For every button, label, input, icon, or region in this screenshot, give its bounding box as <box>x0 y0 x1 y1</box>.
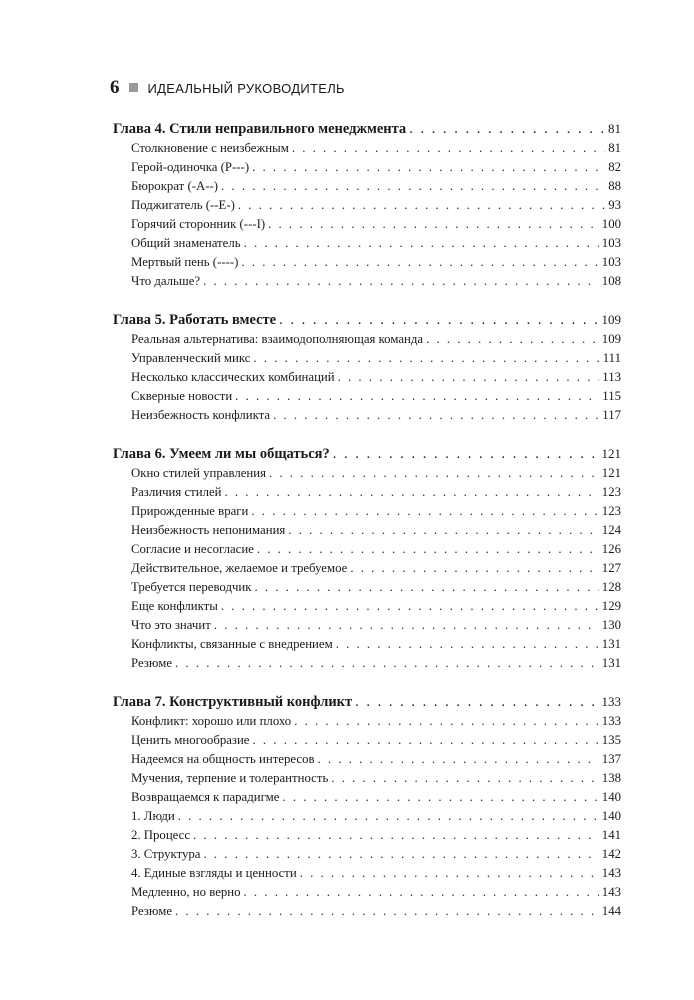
dot-leader <box>333 446 599 463</box>
entry-title: 3. Структура <box>131 847 201 861</box>
toc-entry[interactable] <box>113 866 621 885</box>
entry-title: Окно стилей управления <box>131 466 266 480</box>
toc-entry[interactable] <box>113 370 621 389</box>
toc-entry[interactable] <box>113 733 621 752</box>
entry-title: Поджигатель (--E-) <box>131 198 235 212</box>
chapter-page-number: 81 <box>608 121 621 136</box>
dot-leader <box>221 179 605 194</box>
chapter-page-number: 133 <box>601 694 621 709</box>
dot-leader <box>282 790 598 805</box>
toc-entry[interactable] <box>113 504 621 523</box>
entry-title: Резюме <box>131 656 173 670</box>
dot-leader <box>331 771 599 786</box>
entry-page-number: 121 <box>601 466 621 480</box>
dot-leader <box>336 637 599 652</box>
dot-leader <box>355 694 598 711</box>
entry-title: Различия стилей <box>131 485 222 499</box>
dot-leader <box>214 618 599 633</box>
dot-leader <box>288 523 598 538</box>
dot-leader <box>268 217 599 232</box>
entry-title: Мучения, терпение и толерантность <box>131 771 329 785</box>
dot-leader <box>294 714 599 729</box>
dot-leader <box>178 809 599 824</box>
toc-entry[interactable] <box>113 885 621 904</box>
entry-page-number: 144 <box>601 904 621 918</box>
chapter-block <box>113 312 621 427</box>
dot-leader <box>292 141 605 156</box>
toc-entry[interactable] <box>113 160 621 179</box>
entry-page-number: 138 <box>601 771 621 785</box>
entry-title: Что дальше? <box>131 274 201 288</box>
dot-leader <box>350 561 598 576</box>
entry-page-number: 117 <box>602 408 621 422</box>
entry-title: Прирожденные враги <box>131 504 249 518</box>
dot-leader <box>409 121 605 138</box>
entry-page-number: 93 <box>608 198 621 212</box>
entry-page-number: 141 <box>601 828 621 842</box>
chapter-title: Глава 4. Стили неправильного менеджмента <box>113 121 407 137</box>
entry-title: Герой-одиночка (P---) <box>131 160 250 174</box>
entry-page-number: 143 <box>601 885 621 899</box>
toc-entry[interactable] <box>113 255 621 274</box>
dot-leader <box>254 580 598 595</box>
toc-entry[interactable] <box>113 637 621 656</box>
entry-page-number: 130 <box>601 618 621 632</box>
dot-leader <box>257 542 599 557</box>
dot-leader <box>225 485 599 500</box>
toc-entry[interactable] <box>113 904 621 923</box>
toc-entry[interactable] <box>113 485 621 504</box>
entry-page-number: 133 <box>601 714 621 728</box>
entry-page-number: 124 <box>601 523 621 537</box>
entry-title: Возвращаемся к парадигме <box>131 790 280 804</box>
entry-page-number: 109 <box>601 332 621 346</box>
entry-title: Надеемся на общность интересов <box>131 752 315 766</box>
dot-leader <box>253 733 599 748</box>
entry-page-number: 143 <box>601 866 621 880</box>
entry-title: Бюрократ (-A--) <box>131 179 219 193</box>
running-head <box>110 77 345 99</box>
entry-title: 2. Процесс <box>131 828 191 842</box>
dot-leader <box>238 198 605 213</box>
dot-leader <box>300 866 599 881</box>
entry-title: Неизбежность непонимания <box>131 523 286 537</box>
entry-page-number: 103 <box>601 236 621 250</box>
chapter-title: Глава 5. Работать вместе <box>113 312 277 328</box>
entry-title: Неизбежность конфликта <box>131 408 271 422</box>
dot-leader <box>273 408 599 423</box>
entry-title: Действительное, желаемое и требуемое <box>131 561 348 575</box>
dot-leader <box>175 904 599 919</box>
toc-entry[interactable] <box>113 274 621 293</box>
entry-title: Скверные новости <box>131 389 233 403</box>
dot-leader <box>175 656 599 671</box>
chapter-heading[interactable] <box>113 121 621 141</box>
dot-leader <box>338 370 600 385</box>
toc-entry[interactable] <box>113 809 621 828</box>
square-bullet-icon <box>129 83 138 92</box>
entry-page-number: 113 <box>602 370 621 384</box>
entry-page-number: 88 <box>608 179 621 193</box>
entry-title: Реальная альтернатива: взаимодополняющая команда <box>131 332 424 346</box>
toc-entry[interactable] <box>113 351 621 370</box>
toc-entry[interactable] <box>113 408 621 427</box>
entry-title: Горячий сторонник (---I) <box>131 217 266 231</box>
toc-entry[interactable] <box>113 771 621 790</box>
toc-entry[interactable] <box>113 790 621 809</box>
entry-title: Еще конфликты <box>131 599 218 613</box>
dot-leader <box>203 274 599 289</box>
toc-entry[interactable] <box>113 752 621 771</box>
toc-entry[interactable] <box>113 332 621 351</box>
toc-entry[interactable] <box>113 618 621 637</box>
entry-page-number: 123 <box>601 504 621 518</box>
toc-entry[interactable] <box>113 580 621 599</box>
toc-entry[interactable] <box>113 389 621 408</box>
toc-entry[interactable] <box>113 847 621 866</box>
entry-title: Конфликты, связанные с внедрением <box>131 637 333 651</box>
toc-entry[interactable] <box>113 542 621 561</box>
entry-title: 1. Люди <box>131 809 175 823</box>
entry-page-number: 82 <box>608 160 621 174</box>
chapter-block <box>113 121 621 293</box>
toc-entry[interactable] <box>113 656 621 675</box>
dot-leader <box>235 389 599 404</box>
toc-entry[interactable] <box>113 828 621 847</box>
dot-leader <box>244 885 599 900</box>
entry-page-number: 129 <box>601 599 621 613</box>
dot-leader <box>204 847 599 862</box>
entry-page-number: 142 <box>601 847 621 861</box>
dot-leader <box>426 332 599 347</box>
entry-title: Что это значит <box>131 618 211 632</box>
dot-leader <box>318 752 599 767</box>
entry-title: Общий знаменатель <box>131 236 241 250</box>
entry-page-number: 111 <box>602 351 621 365</box>
chapter-block <box>113 446 621 675</box>
entry-title: Ценить многообразие <box>131 733 250 747</box>
entry-title: Резюме <box>131 904 173 918</box>
entry-page-number: 128 <box>601 580 621 594</box>
toc-entry[interactable] <box>113 141 621 160</box>
entry-page-number: 81 <box>608 141 621 155</box>
entry-page-number: 131 <box>601 637 621 651</box>
entry-page-number: 100 <box>601 217 621 231</box>
chapter-page-number: 121 <box>601 446 621 461</box>
toc-entry[interactable] <box>113 236 621 255</box>
toc-entry[interactable] <box>113 217 621 236</box>
entry-page-number: 135 <box>601 733 621 747</box>
toc-entry[interactable] <box>113 179 621 198</box>
dot-leader <box>251 504 598 519</box>
entry-title: 4. Единые взгляды и ценности <box>131 866 297 880</box>
table-of-contents <box>113 121 621 942</box>
chapter-block <box>113 694 621 923</box>
entry-title: Согласие и несогласие <box>131 542 254 556</box>
dot-leader <box>252 160 605 175</box>
entry-page-number: 140 <box>601 809 621 823</box>
chapter-title: Глава 6. Умеем ли мы общаться? <box>113 446 330 462</box>
dot-leader <box>279 312 598 329</box>
entry-title: Столкновение с неизбежным <box>131 141 289 155</box>
entry-title: Медленно, но верно <box>131 885 241 899</box>
chapter-heading[interactable] <box>113 694 621 714</box>
toc-entry[interactable] <box>113 198 621 217</box>
entry-title: Несколько классических комбинаций <box>131 370 335 384</box>
chapter-heading[interactable] <box>113 446 621 466</box>
chapter-page-number: 109 <box>601 312 621 327</box>
toc-entry[interactable] <box>113 714 621 733</box>
entry-title: Управленческий микс <box>131 351 251 365</box>
toc-entry[interactable] <box>113 466 621 485</box>
entry-page-number: 108 <box>601 274 621 288</box>
entry-page-number: 126 <box>601 542 621 556</box>
chapter-heading[interactable] <box>113 312 621 332</box>
entry-title: Требуется переводчик <box>131 580 252 594</box>
dot-leader <box>221 599 599 614</box>
book-title: ИДЕАЛЬНЫЙ РУКОВОДИТЕЛЬ <box>147 81 345 96</box>
dot-leader <box>193 828 599 843</box>
entry-page-number: 137 <box>601 752 621 766</box>
dot-leader <box>241 255 598 270</box>
entry-title: Мертвый пень (----) <box>131 255 239 269</box>
dot-leader <box>244 236 599 251</box>
dot-leader <box>253 351 599 366</box>
page-number: 6 <box>110 77 120 98</box>
entry-page-number: 123 <box>601 485 621 499</box>
dot-leader <box>269 466 599 481</box>
chapter-title: Глава 7. Конструктивный конфликт <box>113 694 353 710</box>
entry-page-number: 103 <box>601 255 621 269</box>
entry-title: Конфликт: хорошо или плохо <box>131 714 292 728</box>
entry-page-number: 127 <box>601 561 621 575</box>
toc-entry[interactable] <box>113 599 621 618</box>
entry-page-number: 115 <box>602 389 621 403</box>
toc-entry[interactable] <box>113 523 621 542</box>
toc-entry[interactable] <box>113 561 621 580</box>
entry-page-number: 131 <box>601 656 621 670</box>
entry-page-number: 140 <box>601 790 621 804</box>
